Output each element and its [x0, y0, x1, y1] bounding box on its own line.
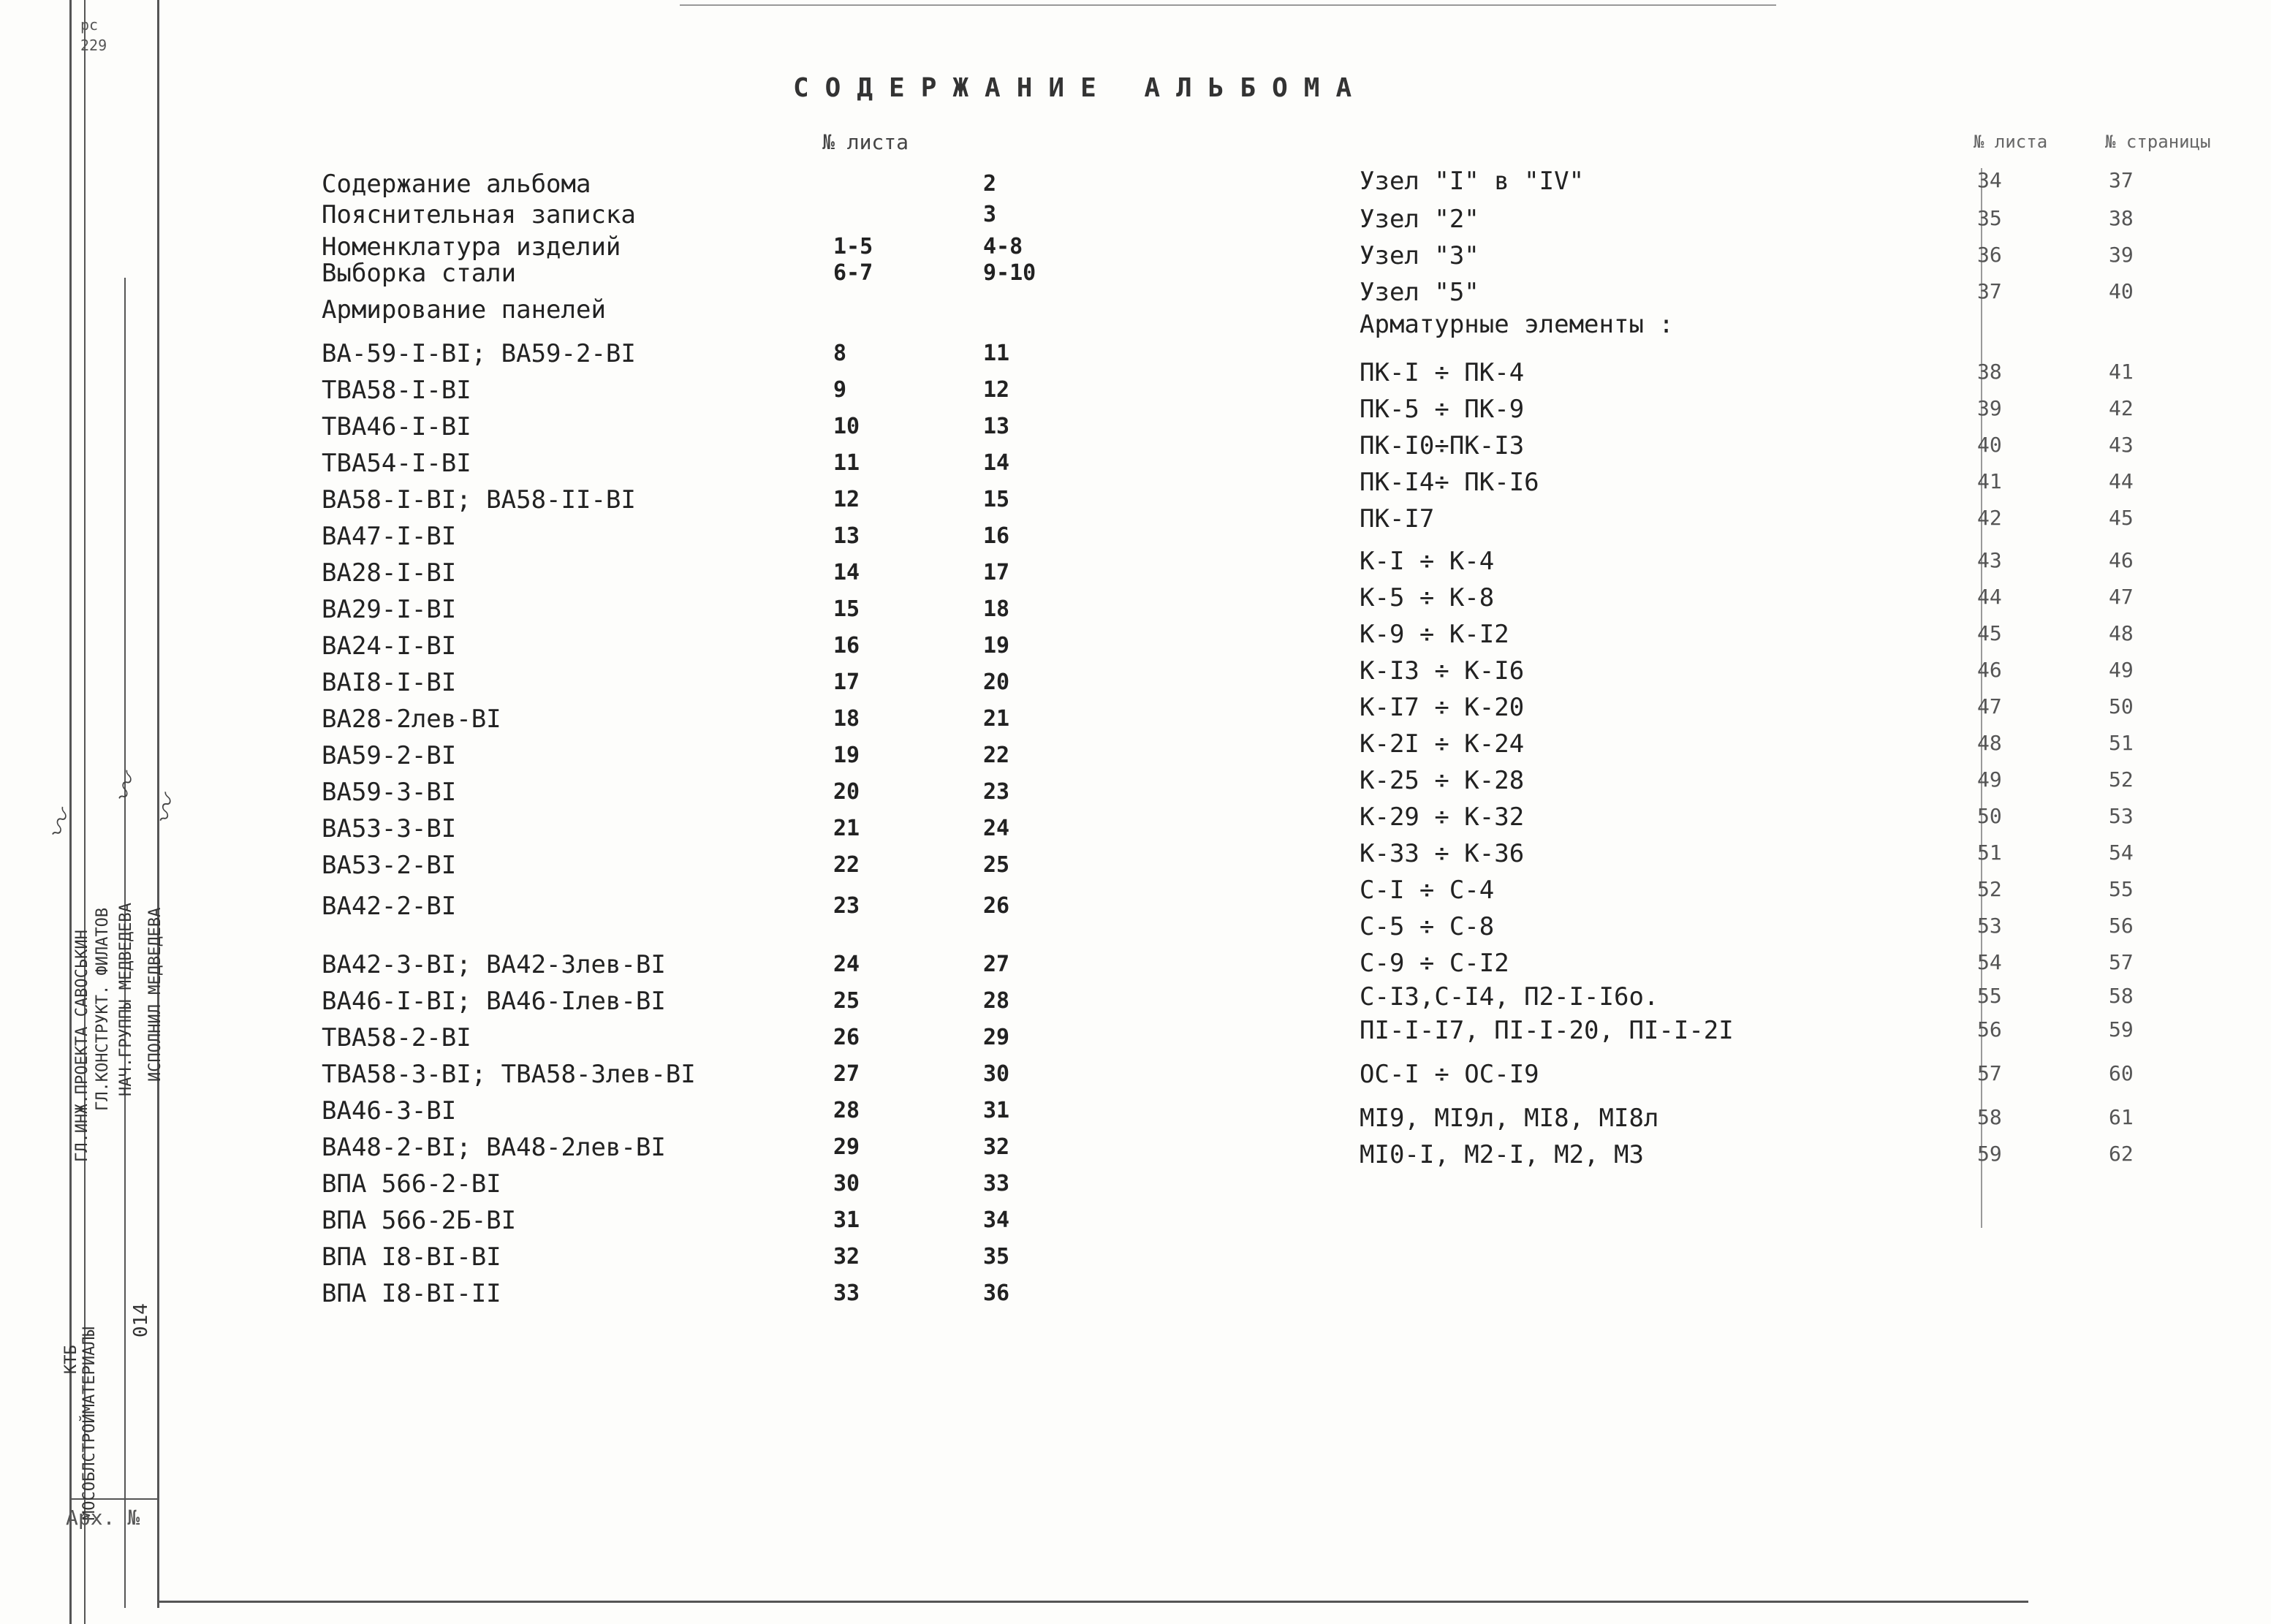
contents-item-name: С-5 ÷ С-8 — [1360, 912, 1495, 941]
frame-bottom-line — [157, 1601, 2028, 1603]
contents-item-sheet: 33 — [833, 1280, 860, 1306]
contents-item-name: К-33 ÷ К-36 — [1360, 839, 1525, 868]
stamp-chief-designer: ГЛ.КОНСТРУКТ. ФИЛАТОВ — [94, 907, 112, 1111]
contents-item-name: ВПА I8-ВI-ВI — [322, 1242, 501, 1272]
contents-item-name: К-5 ÷ К-8 — [1360, 583, 1495, 612]
contents-item-page: 61 — [2109, 1105, 2134, 1129]
contents-item-page: 59 — [2109, 1017, 2134, 1041]
contents-item-page: 35 — [983, 1244, 1010, 1270]
contents-item-name: К-29 ÷ К-32 — [1360, 802, 1525, 832]
contents-item-page: 45 — [2109, 506, 2134, 530]
contents-item-sheet: 26 — [833, 1025, 860, 1050]
contents-item-page: 58 — [2109, 984, 2134, 1008]
contents-item-sheet: 20 — [833, 779, 860, 805]
contents-item-sheet: 16 — [833, 633, 860, 659]
contents-item-page: 16 — [983, 523, 1010, 549]
contents-item-sheet: 11 — [833, 450, 860, 476]
contents-item-page: 53 — [2109, 804, 2134, 828]
contents-item-name: МI9, МI9л, МI8, МI8л — [1360, 1104, 1659, 1133]
contents-item-page: 47 — [2109, 585, 2134, 609]
contents-item-name: ВА59-2-ВI — [322, 741, 457, 770]
contents-item-page: 27 — [983, 952, 1010, 977]
stamp-org: МОСОБЛСТРОЙМАТЕРИАЛЫ — [80, 1327, 99, 1520]
contents-item-sheet: 59 — [1977, 1142, 2002, 1166]
contents-item-page: 19 — [983, 633, 1010, 659]
contents-item-name: ВА46-3-ВI — [322, 1096, 457, 1126]
contents-item-sheet: 47 — [1977, 694, 2002, 718]
contents-item-sheet: 9 — [833, 377, 847, 403]
contents-item-name: Узел "I" в "IV" — [1360, 167, 1585, 196]
contents-item-sheet: 15 — [833, 596, 860, 622]
contents-item-name: Узел "2" — [1360, 205, 1479, 234]
contents-item-page: 48 — [2109, 621, 2134, 645]
stamp-archive: Арх. № — [66, 1506, 140, 1530]
contents-item-page: 23 — [983, 779, 1010, 805]
contents-item-name: ВА59-3-ВI — [322, 778, 457, 807]
contents-item-page: 36 — [983, 1280, 1010, 1306]
stamp-chief-engineer: ГЛ.ИНЖ.ПРОЕКТА САВОСЬКИН — [73, 930, 91, 1162]
contents-item-sheet: 6-7 — [833, 260, 873, 286]
frame-top-line — [680, 4, 1776, 6]
contents-item-sheet: 31 — [833, 1207, 860, 1233]
contents-item-page: 57 — [2109, 950, 2134, 974]
contents-item-sheet: 22 — [833, 852, 860, 878]
contents-item-page: 28 — [983, 988, 1010, 1014]
corner-note: рс 229 — [80, 16, 107, 54]
contents-item-sheet: 56 — [1977, 1017, 2002, 1041]
contents-item-sheet: 36 — [1977, 243, 2002, 267]
contents-item-page: 21 — [983, 706, 1010, 732]
signature-1: 〰 — [39, 806, 82, 846]
contents-item-sheet: 8 — [833, 341, 847, 366]
contents-item-sheet: 58 — [1977, 1105, 2002, 1129]
contents-item-page: 12 — [983, 377, 1010, 403]
contents-item-sheet: 30 — [833, 1171, 860, 1196]
contents-item-sheet: 23 — [833, 893, 860, 919]
contents-item-page: 25 — [983, 852, 1010, 878]
contents-item-page: 15 — [983, 487, 1010, 512]
contents-item-name: С-I3,С-I4, П2-I-I6о. — [1360, 982, 1659, 1012]
contents-item-sheet: 53 — [1977, 914, 2002, 938]
contents-item-page: 40 — [2109, 279, 2134, 303]
contents-item-sheet: 28 — [833, 1098, 860, 1123]
contents-item-sheet: 44 — [1977, 585, 2002, 609]
contents-item-sheet: 45 — [1977, 621, 2002, 645]
contents-item-name: ТВА46-I-ВI — [322, 412, 471, 441]
contents-item-page: 43 — [2109, 433, 2134, 457]
contents-item-page: 3 — [983, 202, 997, 227]
contents-item-name: ВА-59-I-ВI; ВА59-2-ВI — [322, 339, 636, 368]
contents-item-name: ВАI8-I-ВI — [322, 668, 457, 697]
contents-item-sheet: 39 — [1977, 396, 2002, 420]
contents-item-name: ТВА54-I-ВI — [322, 449, 471, 478]
stamp-executor: ИСПОЛНИЛ МЕДВЕДЕВА — [146, 907, 164, 1082]
contents-item-name: Пояснительная записка — [322, 200, 636, 229]
contents-item-page: 44 — [2109, 469, 2134, 493]
contents-item-sheet: 55 — [1977, 984, 2002, 1008]
contents-item-page: 42 — [2109, 396, 2134, 420]
contents-item-page: 39 — [2109, 243, 2134, 267]
contents-item-name: ПК-I4÷ ПК-I6 — [1360, 468, 1539, 497]
contents-item-name: ВА53-3-ВI — [322, 814, 457, 843]
contents-item-sheet: 14 — [833, 560, 860, 585]
contents-item-sheet: 10 — [833, 414, 860, 439]
contents-item-page: 46 — [2109, 548, 2134, 572]
contents-item-sheet: 13 — [833, 523, 860, 549]
contents-item-page: 17 — [983, 560, 1010, 585]
contents-item-name: ПК-5 ÷ ПК-9 — [1360, 395, 1525, 424]
contents-item-name: К-I7 ÷ К-20 — [1360, 693, 1525, 722]
contents-item-name: ВА42-2-ВI — [322, 892, 457, 921]
signature-2: 〰 — [106, 770, 147, 808]
contents-item-sheet: 50 — [1977, 804, 2002, 828]
contents-item-name: ВА53-2-ВI — [322, 851, 457, 880]
contents-item-page: 26 — [983, 893, 1010, 919]
contents-item-sheet: 19 — [833, 743, 860, 768]
contents-item-sheet: 1-5 — [833, 234, 873, 259]
contents-item-page: 24 — [983, 816, 1010, 841]
contents-item-page: 30 — [983, 1061, 1010, 1087]
contents-item-page: 2 — [983, 171, 997, 197]
contents-item-sheet: 46 — [1977, 658, 2002, 682]
contents-item-page: 11 — [983, 341, 1010, 366]
contents-item-page: 22 — [983, 743, 1010, 768]
contents-item-sheet: 24 — [833, 952, 860, 977]
contents-item-page: 62 — [2109, 1142, 2134, 1166]
contents-item-sheet: 12 — [833, 487, 860, 512]
contents-item-sheet: 51 — [1977, 841, 2002, 865]
contents-item-name: К-I ÷ К-4 — [1360, 547, 1495, 576]
contents-item-name: ПК-I ÷ ПК-4 — [1360, 358, 1525, 387]
contents-item-sheet: 57 — [1977, 1061, 2002, 1085]
stamp-group-head: НАЧ.ГРУППЫ МЕДВЕДЕВА — [117, 903, 135, 1096]
contents-item-name: ВА28-I-ВI — [322, 558, 457, 588]
contents-item-name: ТВА58-3-ВI; ТВА58-3лев-ВI — [322, 1060, 696, 1089]
contents-item-name: ВА47-I-ВI — [322, 522, 457, 551]
contents-item-name: К-25 ÷ К-28 — [1360, 766, 1525, 795]
contents-item-page: 4-8 — [983, 234, 1023, 259]
contents-item-name: ПI-I-I7, ПI-I-20, ПI-I-2I — [1360, 1016, 1734, 1045]
contents-item-name: ОС-I ÷ ОС-I9 — [1360, 1060, 1539, 1089]
right-col2-header: № страницы — [2105, 132, 2211, 152]
signature-3: 〰 — [148, 793, 186, 828]
contents-item-name: ВА42-3-ВI; ВА42-3лев-ВI — [322, 950, 666, 979]
contents-item-name: ПК-I0÷ПК-I3 — [1360, 431, 1525, 460]
stamp-number: 014 — [130, 1303, 152, 1337]
contents-item-sheet: 42 — [1977, 506, 2002, 530]
contents-item-sheet: 38 — [1977, 360, 2002, 384]
contents-item-sheet: 52 — [1977, 877, 2002, 901]
contents-item-sheet: 27 — [833, 1061, 860, 1087]
contents-item-sheet: 43 — [1977, 548, 2002, 572]
contents-item-name: Номенклатура изделий — [322, 232, 621, 262]
contents-item-page: 32 — [983, 1134, 1010, 1160]
contents-item-page: 13 — [983, 414, 1010, 439]
contents-item-sheet: 21 — [833, 816, 860, 841]
contents-item-name: Узел "3" — [1360, 241, 1479, 270]
contents-item-sheet: 34 — [1977, 168, 2002, 192]
contents-item-sheet: 40 — [1977, 433, 2002, 457]
contents-item-page: 54 — [2109, 841, 2134, 865]
contents-item-page: 9-10 — [983, 260, 1036, 286]
contents-item-page: 50 — [2109, 694, 2134, 718]
contents-item-sheet: 49 — [1977, 767, 2002, 792]
contents-item-name: ВПА I8-ВI-II — [322, 1279, 501, 1308]
contents-item-name: ВА28-2лев-ВI — [322, 705, 501, 734]
contents-item-name: С-I ÷ С-4 — [1360, 876, 1495, 905]
contents-item-name: ВПА 566-2Б-ВI — [322, 1206, 517, 1235]
contents-item-name: ПК-I7 — [1360, 504, 1435, 534]
contents-item-name: ВА58-I-ВI; ВА58-II-ВI — [322, 485, 636, 515]
contents-item-name: ВА46-I-ВI; ВА46-Iлев-ВI — [322, 987, 666, 1016]
contents-item-name: ВА24-I-ВI — [322, 631, 457, 661]
contents-item-sheet: 25 — [833, 988, 860, 1014]
contents-item-page: 34 — [983, 1207, 1010, 1233]
contents-item-page: 33 — [983, 1171, 1010, 1196]
contents-item-name: С-9 ÷ С-I2 — [1360, 949, 1509, 978]
contents-item-name: Арматурные элементы : — [1360, 310, 1674, 339]
contents-item-sheet: 37 — [1977, 279, 2002, 303]
contents-item-page: 55 — [2109, 877, 2134, 901]
contents-item-page: 37 — [2109, 168, 2134, 192]
contents-item-name: ВПА 566-2-ВI — [322, 1169, 501, 1199]
contents-item-page: 41 — [2109, 360, 2134, 384]
contents-item-page: 20 — [983, 669, 1010, 695]
page-title: СОДЕРЖАНИЕ АЛЬБОМА — [793, 73, 1368, 103]
contents-item-name: ТВА58-2-ВI — [322, 1023, 471, 1052]
contents-item-sheet: 32 — [833, 1244, 860, 1270]
contents-item-page: 14 — [983, 450, 1010, 476]
page-subtitle: № листа — [822, 130, 909, 154]
contents-item-name: Выборка стали — [322, 259, 517, 288]
stamp-ktb: КТБ — [62, 1345, 80, 1374]
contents-item-page: 29 — [983, 1025, 1010, 1050]
contents-item-sheet: 17 — [833, 669, 860, 695]
contents-item-page: 52 — [2109, 767, 2134, 792]
contents-item-name: ВА48-2-ВI; ВА48-2лев-ВI — [322, 1133, 666, 1162]
contents-item-sheet: 18 — [833, 706, 860, 732]
right-col1-header: № листа — [1974, 132, 2048, 152]
contents-item-name: Армирование панелей — [322, 295, 606, 325]
contents-item-name: К-I3 ÷ К-I6 — [1360, 656, 1525, 686]
contents-item-name: Узел "5" — [1360, 278, 1479, 307]
contents-item-sheet: 48 — [1977, 731, 2002, 755]
contents-item-sheet: 41 — [1977, 469, 2002, 493]
contents-item-page: 38 — [2109, 206, 2134, 230]
contents-item-name: МI0-I, М2-I, М2, М3 — [1360, 1140, 1644, 1169]
contents-item-page: 56 — [2109, 914, 2134, 938]
margin-line-1 — [69, 0, 72, 1624]
contents-item-page: 31 — [983, 1098, 1010, 1123]
contents-item-page: 60 — [2109, 1061, 2134, 1085]
contents-item-name: К-2I ÷ К-24 — [1360, 729, 1525, 759]
contents-item-sheet: 54 — [1977, 950, 2002, 974]
contents-item-name: К-9 ÷ К-I2 — [1360, 620, 1509, 649]
contents-item-name: ВА29-I-ВI — [322, 595, 457, 624]
contents-item-page: 51 — [2109, 731, 2134, 755]
contents-item-sheet: 29 — [833, 1134, 860, 1160]
contents-item-name: ТВА58-I-ВI — [322, 376, 471, 405]
contents-item-name: Содержание альбома — [322, 170, 591, 199]
contents-item-page: 18 — [983, 596, 1010, 622]
contents-item-sheet: 35 — [1977, 206, 2002, 230]
contents-item-page: 49 — [2109, 658, 2134, 682]
